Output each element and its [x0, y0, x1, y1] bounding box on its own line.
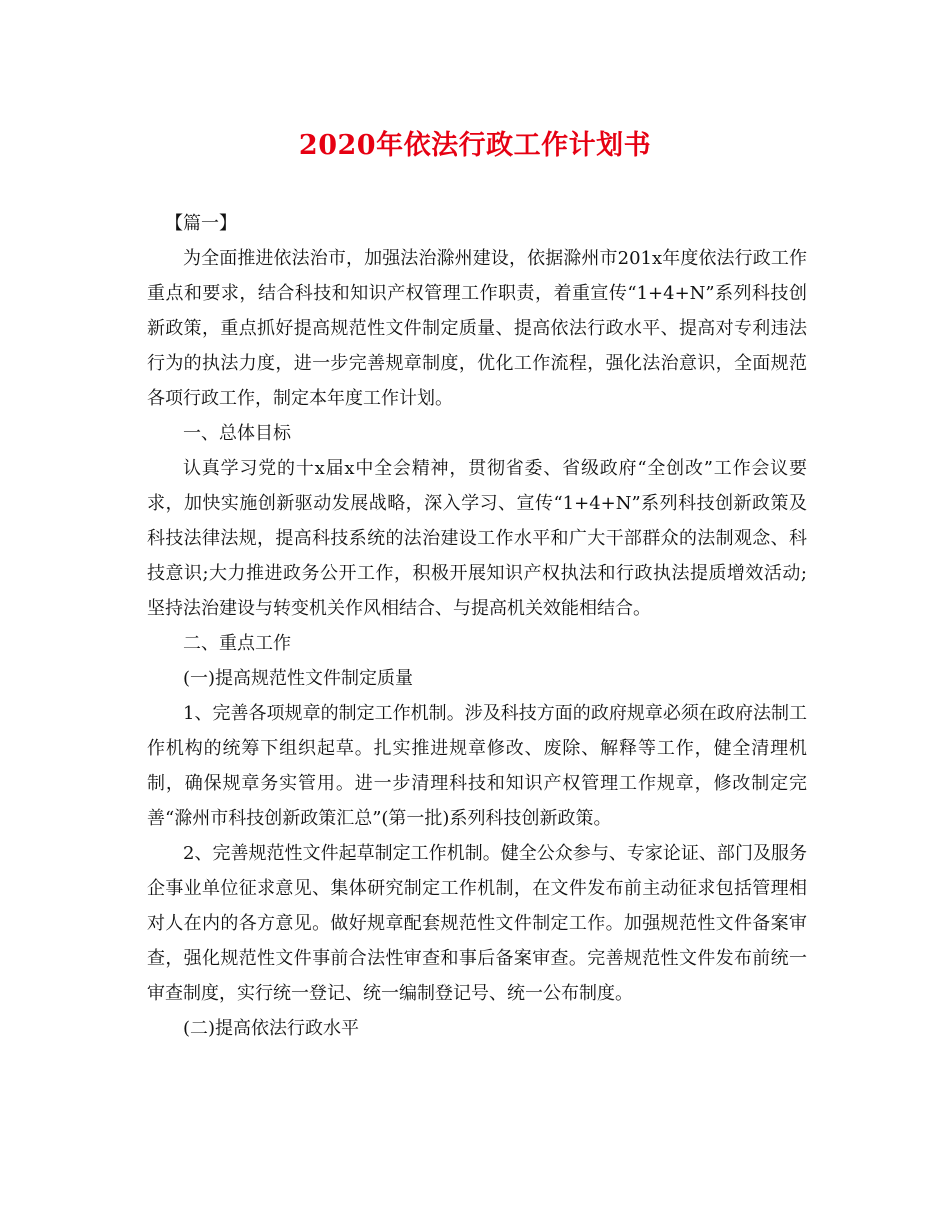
heading-overall-goal: 一、总体目标 — [183, 423, 291, 444]
heading-key-work: 二、重点工作 — [183, 633, 291, 654]
overall-goal-paragraph: 认真学习党的十x届x中全会精神，贯彻省委、省级政府“全创改”工作会议要求，加快实施创新驱动发展战略，深入学习、宣传“1+4+N”系列科技创新政策及科技法律法规，提高科技系统的法治建设工作水平和广大干部群众的法制观念、科技意识;大力推进政务公开工作，积极开展知识产权执法和行政执法提质增效活动;坚持法治建设与转变机关作风相结合、与提高机关效能相结合。 — [147, 458, 807, 619]
item-1-paragraph: 1、完善各项规章的制定工作机制。涉及科技方面的政府规章必须在政府法制工作机构的统筹下组织起草。扎实推进规章修改、废除、解释等工作，健全清理机制，确保规章务实管用。进一步清理科技和知识产权管理工作规章，修改制定完善“滁州市科技创新政策汇总”(第一批)系列科技创新政策。 — [147, 703, 807, 829]
intro-paragraph: 为全面推进依法治市，加强法治滁州建设，依据滁州市201x年度依法行政工作重点和要求，结合科技和知识产权管理工作职责，着重宣传“1+4+N”系列科技创新政策，重点抓好提高规范性文件制定质量、提高依法行政水平、提高对专利违法行为的执法力度，进一步完善规章制度，优化工作流程，强化法治意识，全面规范各项行政工作，制定本年度工作计划。 — [147, 248, 807, 409]
section-heading-part-one: 【篇一】 — [165, 213, 237, 234]
subheading-document-quality: (一)提高规范性文件制定质量 — [183, 668, 414, 689]
document-body — [147, 206, 807, 1046]
document-title: 2020年依法行政工作计划书 — [298, 130, 652, 161]
subheading-administration-level: (二)提高依法行政水平 — [183, 1018, 360, 1039]
item-2-paragraph: 2、完善规范性文件起草制定工作机制。健全公众参与、专家论证、部门及服务企事业单位征求意见、集体研究制定工作机制，在文件发布前主动征求包括管理相对人在内的各方意见。做好规章配套规范性文件制定工作。加强规范性文件备案审查，强化规范性文件事前合法性审查和事后备案审查。完善规范性文件发布前统一审查制度，实行统一登记、统一编制登记号、统一公布制度。 — [147, 843, 807, 1004]
